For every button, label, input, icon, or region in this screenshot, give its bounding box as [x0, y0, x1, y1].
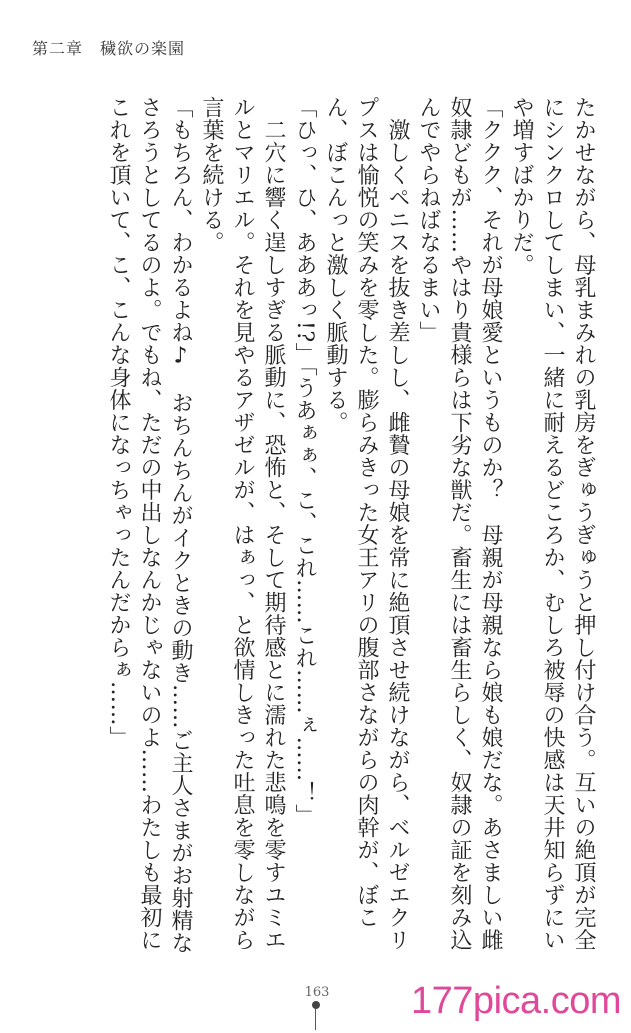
site-watermark: 177pica.com [411, 980, 621, 1022]
paragraph: 「ククク、それが母娘愛というものか？ 母親が母親なら娘も娘だな。あさましい雌奴隷どもが……やはり貴様らは下劣な獣だ。畜生には畜生らしく、奴隷の証を刻み込んでやらねばなるまい」 [416, 96, 503, 951]
chapter-header: 第二章 穢欲の楽園 [32, 39, 186, 58]
paragraph: 「ひっ、ひ、あああっ!?」「うあぁぁ、こ、これ……これ……ぇ……！」 [292, 96, 317, 827]
paragraph: たかせながら、母乳まみれの乳房をぎゅうぎゅうと押し付け合う。互いの絶頂が完全にシンクロしてしまい、一緒に耐えるどころか、むしろ被辱の快感は天井知らずにいや増すばかりだ。 [509, 96, 596, 951]
novel-body-text [32, 96, 599, 956]
paragraph: 激しくペニスを抜き差しし、雌贄の母娘を常に絶頂させ続けながら、ベルゼエクリプスは愉悦の笑みを零した。膨らみきった女王アリの腹部さながらの肉幹が、ぼこん、ぼこんっと激しく脈動する。 [323, 96, 410, 951]
page-marker-dot [312, 1001, 320, 1009]
page-marker-line [315, 1008, 316, 1030]
paragraph: 「もちろん、わかるよね♪ おちんちんがイクときの動き……ご主人さまがお射精なさろうとしてるのよ。でもね、ただの中出しなんかじゃないのよ……わたしも最初にこれを頂いて、こ、こんな身体になっちゃったんだからぁ……」 [106, 96, 193, 954]
paragraph: 二穴に響く逞しすぎる脈動に、恐怖と、そして期待感とに濡れた悲鳴を零すユミエルとマリエル。それを見やるアザゼルが、はぁっ、と欲情しきった吐息を零しながら言葉を続ける。 [199, 96, 286, 951]
page-number: 163 [304, 985, 330, 1000]
